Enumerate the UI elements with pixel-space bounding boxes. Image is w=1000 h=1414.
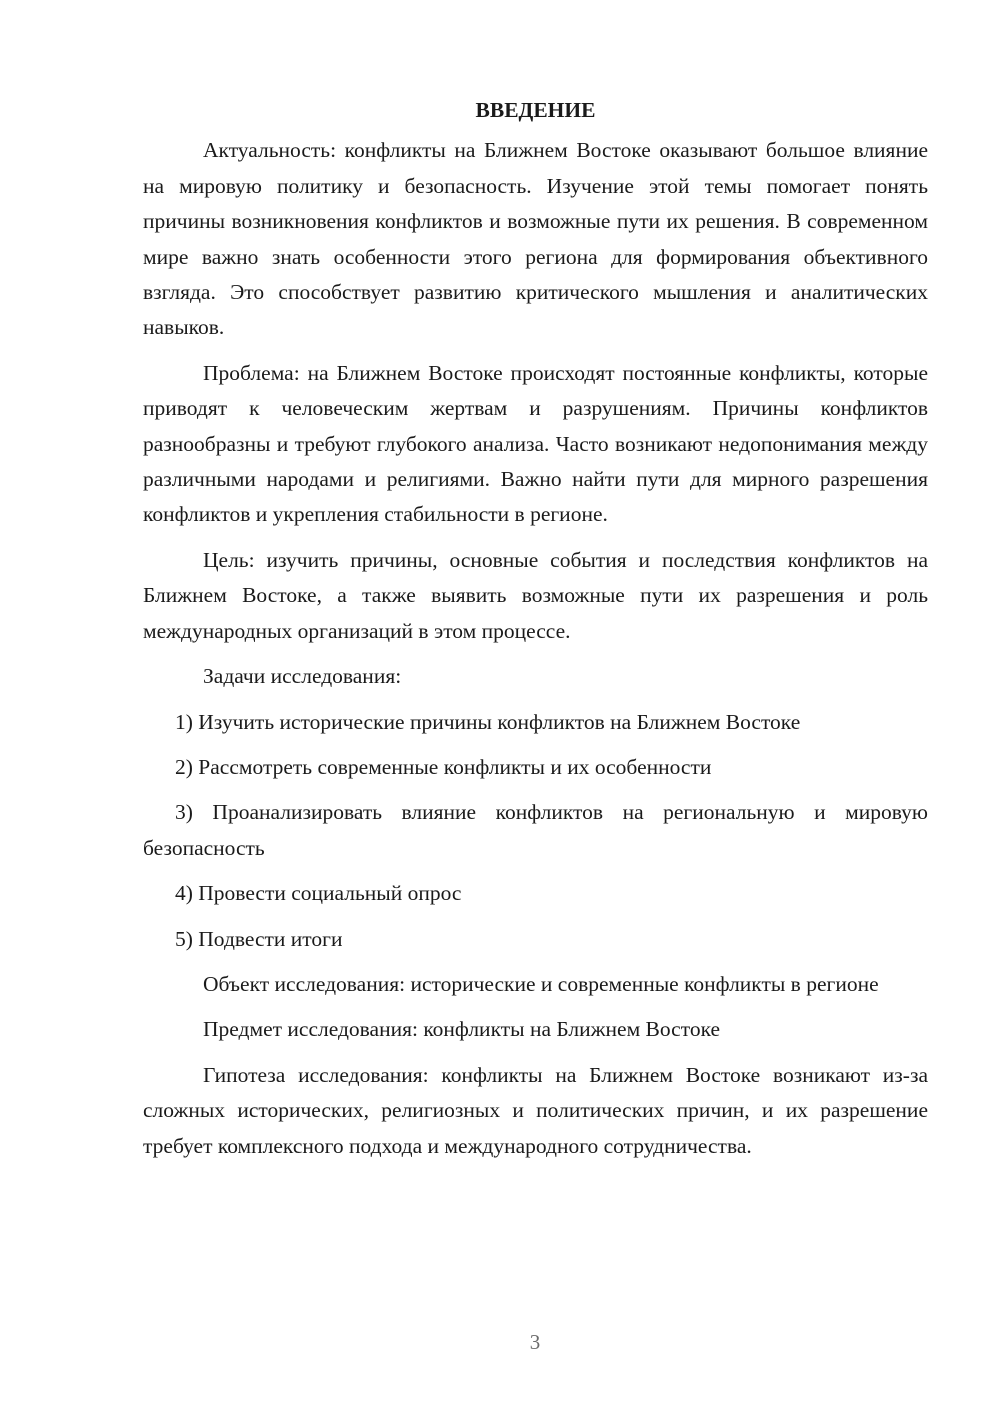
hypothesis-paragraph: Гипотеза исследования: конфликты на Ближнем Востоке возникают из-за сложных исторических, религиозных и политических причин, и их разрешение требует комплексного подхода и международного сотрудничества. bbox=[143, 1062, 928, 1158]
problem-paragraph: Проблема: на Ближнем Востоке происходят постоянные конфликты, которые приводят к человеческим жертвам и разрушениям. Причины конфликтов разнообразны и требуют глубокого анализа. Часто возникают недопонимания между различными народами и религиями. Важно найти пути для мирного разрешения конфликтов и укрепления стабильности в регионе. bbox=[143, 360, 928, 527]
task-item-1: 1) Изучить исторические причины конфликтов на Ближнем Востоке bbox=[175, 709, 801, 734]
task-item-3: 3) Проанализировать влияние конфликтов на региональную и мировую безопасность bbox=[143, 800, 928, 860]
relevance-paragraph: Актуальность: конфликты на Ближнем Востоке оказывают большое влияние на мировую политику и безопасность. Изучение этой темы помогает понять причины возникновения конфликтов и возможные пути их решения. В современном мире важно знать особенности этого региона для формирования объективного взгляда. Это способствует развитию критического мышления и аналитических навыков. bbox=[143, 138, 928, 340]
tasks-title: Задачи исследования: bbox=[203, 664, 402, 689]
subject-paragraph: Предмет исследования: конфликты на Ближнем Востоке bbox=[203, 1017, 721, 1042]
object-paragraph: Объект исследования: исторические и современные конфликты в регионе bbox=[203, 971, 879, 996]
section-heading: ВВЕДЕНИЕ bbox=[475, 98, 596, 122]
page-number: 3 bbox=[529, 1330, 541, 1354]
task-item-2: 2) Рассмотреть современные конфликты и их особенности bbox=[175, 754, 712, 779]
goal-paragraph: Цель: изучить причины, основные события и последствия конфликтов на Ближнем Востоке, а также выявить возможные пути их разрешения и роль международных организаций в этом процессе. bbox=[143, 547, 928, 643]
task-item-4: 4) Провести социальный опрос bbox=[175, 881, 462, 906]
task-item-5: 5) Подвести итоги bbox=[175, 926, 343, 951]
document-body bbox=[143, 93, 928, 1174]
